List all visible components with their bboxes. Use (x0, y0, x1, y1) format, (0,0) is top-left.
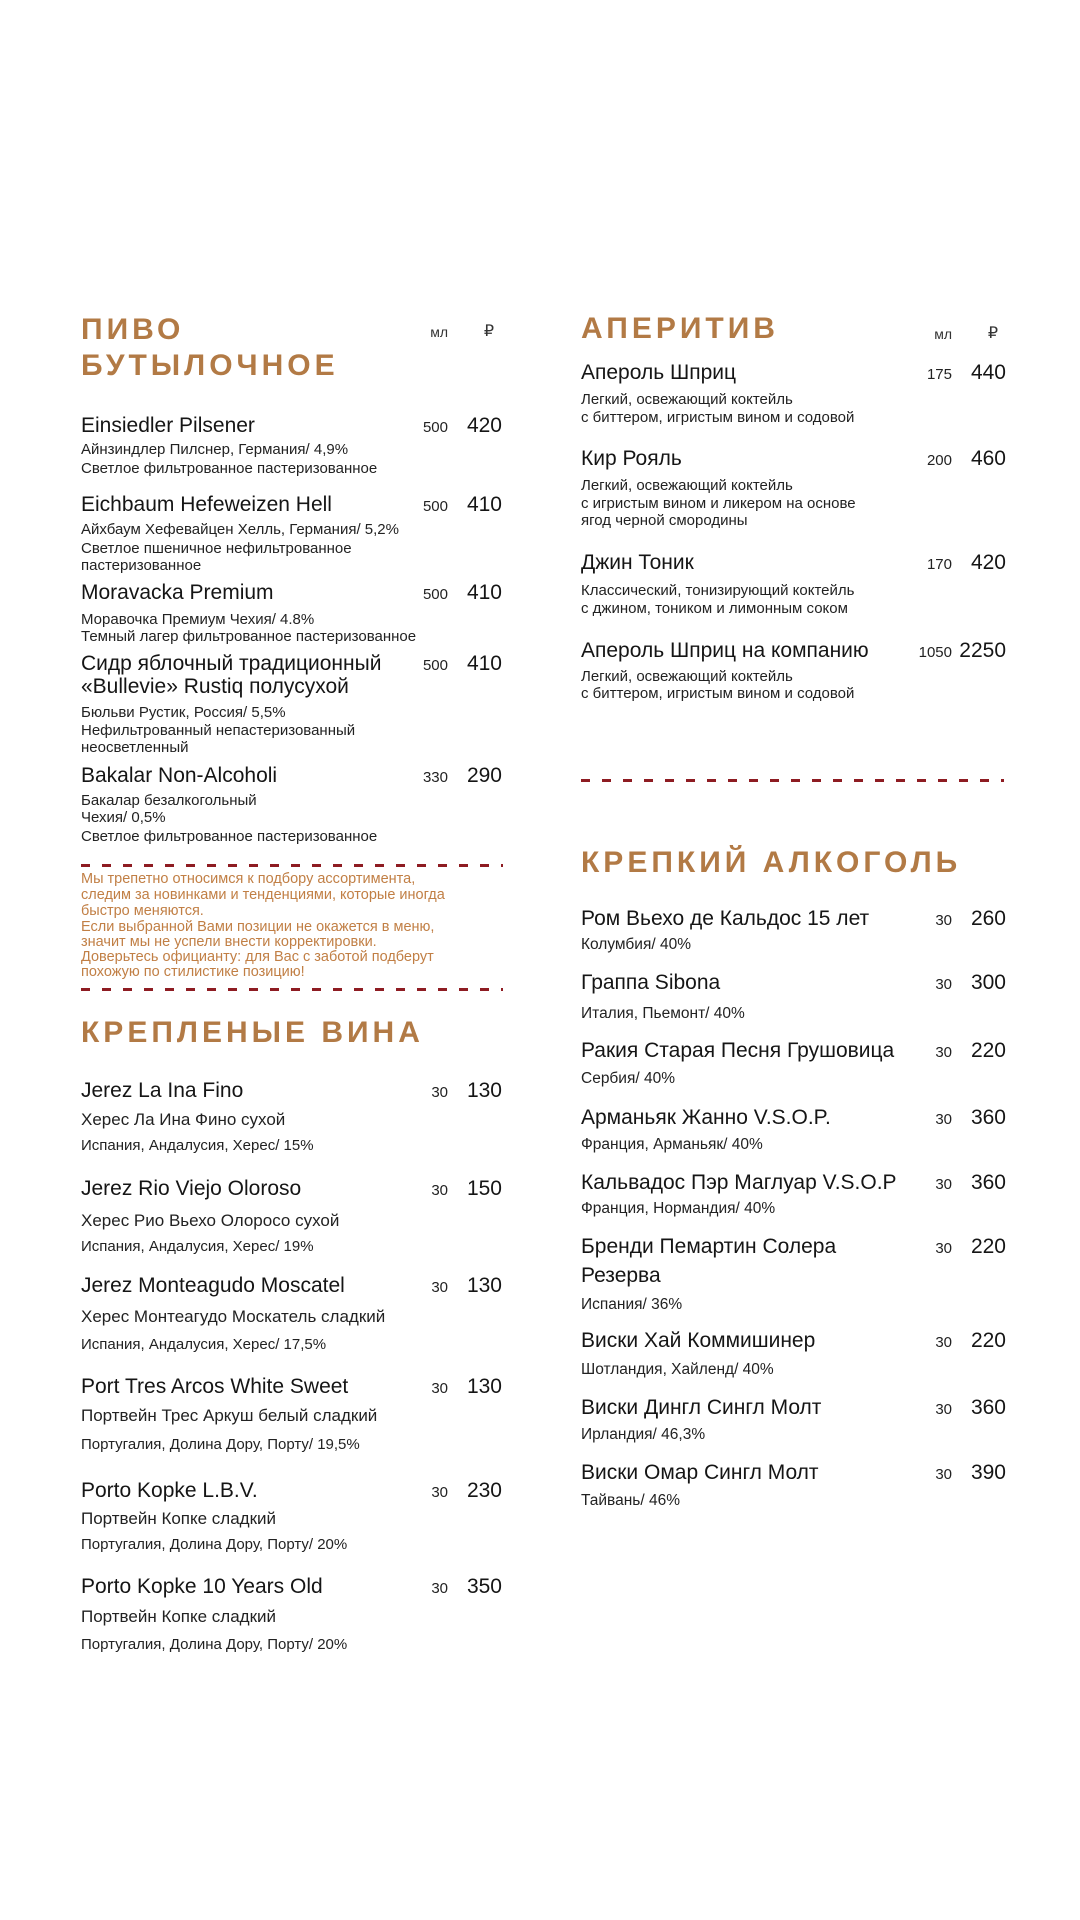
item-description: Айнзиндлер Пилснер, Германия/ 4,9% (81, 441, 349, 458)
notice-text: похожую по стилистике позицию! (81, 964, 305, 980)
section-title: КРЕПКИЙ АЛКОГОЛЬ (581, 846, 962, 879)
item-description: с биттером, игристым вином и содовой (581, 409, 855, 426)
item-name: Porto Kopke L.B.V. (81, 1479, 258, 1502)
item-description: Португалия, Долина Дору, Порту/ 20% (81, 1636, 348, 1653)
ruble-icon: ₽ (483, 323, 494, 340)
section-title: БУТЫЛОЧНОЕ (81, 349, 339, 382)
item-volume: 30 (935, 1466, 952, 1483)
item-description: Светлое фильтрованное пастеризованное (81, 460, 378, 477)
item-volume: 30 (431, 1580, 448, 1597)
item-name: Виски Дингл Сингл Молт (581, 1396, 822, 1419)
item-name: Porto Kopke 10 Years Old (81, 1575, 323, 1598)
item-name: Кир Рояль (581, 447, 682, 470)
item-price: 360 (970, 1171, 1006, 1194)
item-description: Испания, Андалусия, Херес/ 17,5% (81, 1336, 327, 1353)
item-name: Сидр яблочный традиционный (81, 652, 382, 675)
item-name: Апероль Шприц на компанию (581, 639, 869, 662)
item-description: Моравочка Премиум Чехия/ 4.8% (81, 611, 315, 628)
item-name: Ракия Старая Песня Грушовица (581, 1039, 895, 1062)
item-description: Чехия/ 0,5% (81, 809, 166, 826)
item-description: Португалия, Долина Дору, Порту/ 19,5% (81, 1436, 360, 1453)
item-description: Портвейн Копке сладкий (81, 1509, 277, 1528)
item-volume: 30 (431, 1182, 448, 1199)
item-description: Портвейн Трес Аркуш белый сладкий (81, 1406, 378, 1425)
item-name: Граппа Sibona (581, 971, 721, 994)
item-price: 410 (466, 652, 502, 675)
item-volume: 1050 (918, 644, 952, 661)
divider-dashed (81, 864, 503, 867)
item-volume: 30 (935, 1111, 952, 1128)
item-description: Херес Ла Ина Фино сухой (81, 1110, 286, 1129)
item-description: Бюльви Рустик, Россия/ 5,5% (81, 704, 286, 721)
item-description: Легкий, освежающий коктейль (581, 668, 793, 685)
item-volume: 170 (926, 556, 952, 573)
item-price: 150 (466, 1177, 502, 1200)
notice-text: быстро меняются. (81, 903, 204, 919)
item-volume: 330 (422, 769, 448, 786)
notice-text: Если выбранной Вами позиции не окажется в меню, (81, 919, 435, 935)
item-name: Бренди Пемартин Солера (581, 1235, 837, 1258)
item-name: Виски Хай Коммишинер (581, 1329, 816, 1352)
item-description: пастеризованное (81, 557, 202, 574)
item-description: Франция, Нормандия/ 40% (581, 1200, 776, 1217)
item-description: неосветленный (81, 739, 189, 756)
section-title: КРЕПЛЕНЫЕ ВИНА (81, 1016, 424, 1049)
item-description: Светлое пшеничное нефильтрованное (81, 540, 352, 557)
item-description: Легкий, освежающий коктейль (581, 391, 793, 408)
item-name: Арманьяк Жанно V.S.O.P. (581, 1106, 831, 1129)
notice-text: следим за новинками и тенденциями, которые иногда (81, 887, 445, 903)
item-volume: 175 (926, 366, 952, 383)
item-description: с джином, тоником и лимонным соком (581, 600, 848, 617)
notice-text: значит мы не успели внести корректировки. (81, 934, 377, 950)
item-price: 220 (970, 1235, 1006, 1258)
item-volume: 30 (935, 1176, 952, 1193)
item-description: Темный лагер фильтрованное пастеризованное (81, 628, 417, 645)
ml-column-header: мл (430, 324, 448, 340)
item-price: 460 (970, 447, 1006, 470)
item-price: 350 (466, 1575, 502, 1598)
item-price: 220 (970, 1039, 1006, 1062)
item-name: Jerez Rio Viejo Oloroso (81, 1177, 302, 1200)
item-description: с игристым вином и ликером на основе (581, 495, 856, 512)
item-volume: 30 (935, 912, 952, 929)
item-description: Херес Монтеагудо Москатель сладкий (81, 1307, 386, 1326)
item-volume: 500 (422, 586, 448, 603)
notice-text: Мы трепетно относимся к подбору ассортимента, (81, 871, 416, 887)
item-volume: 30 (935, 1401, 952, 1418)
item-price: 2250 (959, 639, 1006, 662)
item-description: Франция, Арманьяк/ 40% (581, 1136, 763, 1153)
item-description: Светлое фильтрованное пастеризованное (81, 828, 378, 845)
item-name: Einsiedler Pilsener (81, 414, 255, 437)
item-price: 230 (466, 1479, 502, 1502)
ml-column-header: мл (934, 326, 952, 342)
item-name: Eichbaum Hefeweizen Hell (81, 493, 332, 516)
item-price: 410 (466, 581, 502, 604)
item-description: Испания/ 36% (581, 1296, 683, 1313)
item-price: 130 (466, 1375, 502, 1398)
item-name: Кальвадос Пэр Маглуар V.S.O.P (581, 1171, 897, 1194)
notice-text: Доверьтесь официанту: для Вас с заботой подберут (81, 949, 434, 965)
item-name: Виски Омар Сингл Молт (581, 1461, 819, 1484)
item-description: Италия, Пьемонт/ 40% (581, 1005, 745, 1022)
item-name: Джин Тоник (581, 551, 694, 574)
item-description: Колумбия/ 40% (581, 936, 691, 953)
item-volume: 30 (935, 1044, 952, 1061)
item-volume: 30 (935, 1240, 952, 1257)
item-description: ягод черной смородины (581, 512, 748, 529)
item-description: Портвейн Копке сладкий (81, 1607, 277, 1626)
item-price: 300 (970, 971, 1006, 994)
item-description: Испания, Андалусия, Херес/ 15% (81, 1137, 314, 1154)
item-name: Jerez La Ina Fino (81, 1079, 244, 1102)
item-price: 260 (970, 907, 1006, 930)
item-description: Ирландия/ 46,3% (581, 1426, 706, 1443)
item-price: 130 (466, 1079, 502, 1102)
item-description: Португалия, Долина Дору, Порту/ 20% (81, 1536, 348, 1553)
section-title: АПЕРИТИВ (581, 312, 779, 345)
item-name: Port Tres Arcos White Sweet (81, 1375, 349, 1398)
item-price: 220 (970, 1329, 1006, 1352)
item-description: Классический, тонизирующий коктейль (581, 582, 855, 599)
item-name: Ром Вьехо де Кальдос 15 лет (581, 907, 870, 930)
item-name: Bakalar Non-Alcoholi (81, 764, 278, 787)
item-price: 410 (466, 493, 502, 516)
item-price: 420 (466, 414, 502, 437)
item-price: 420 (970, 551, 1006, 574)
item-price: 440 (970, 361, 1006, 384)
item-description: Шотландия, Хайленд/ 40% (581, 1361, 774, 1378)
item-description: Сербия/ 40% (581, 1070, 675, 1087)
item-volume: 30 (935, 976, 952, 993)
item-name: Резерва (581, 1264, 661, 1287)
item-name: Jerez Monteagudo Moscatel (81, 1274, 345, 1297)
divider-dashed (81, 988, 503, 991)
ruble-icon: ₽ (987, 325, 998, 342)
item-price: 390 (970, 1461, 1006, 1484)
item-description: Бакалар безалкогольный (81, 792, 257, 809)
item-name: «Bullevie» Rustiq полусухой (81, 675, 349, 698)
item-description: с биттером, игристым вином и содовой (581, 685, 855, 702)
item-volume: 500 (422, 419, 448, 436)
item-description: Нефильтрованный непастеризованный (81, 722, 356, 739)
section-title: ПИВО (81, 313, 185, 346)
item-price: 360 (970, 1106, 1006, 1129)
item-volume: 200 (926, 452, 952, 469)
item-description: Херес Рио Вьехо Олоросо сухой (81, 1211, 340, 1230)
item-volume: 30 (431, 1084, 448, 1101)
item-volume: 500 (422, 657, 448, 674)
item-volume: 30 (431, 1380, 448, 1397)
item-description: Испания, Андалусия, Херес/ 19% (81, 1238, 314, 1255)
item-price: 130 (466, 1274, 502, 1297)
item-price: 360 (970, 1396, 1006, 1419)
item-description: Айхбаум Хефевайцен Хелль, Германия/ 5,2% (81, 521, 399, 538)
item-volume: 500 (422, 498, 448, 515)
item-description: Тайвань/ 46% (581, 1492, 681, 1509)
item-price: 290 (466, 764, 502, 787)
divider-dashed (581, 779, 1004, 782)
item-volume: 30 (935, 1334, 952, 1351)
item-volume: 30 (431, 1279, 448, 1296)
item-description: Легкий, освежающий коктейль (581, 477, 793, 494)
item-volume: 30 (431, 1484, 448, 1501)
item-name: Апероль Шприц (581, 361, 737, 384)
item-name: Moravacka Premium (81, 581, 274, 604)
